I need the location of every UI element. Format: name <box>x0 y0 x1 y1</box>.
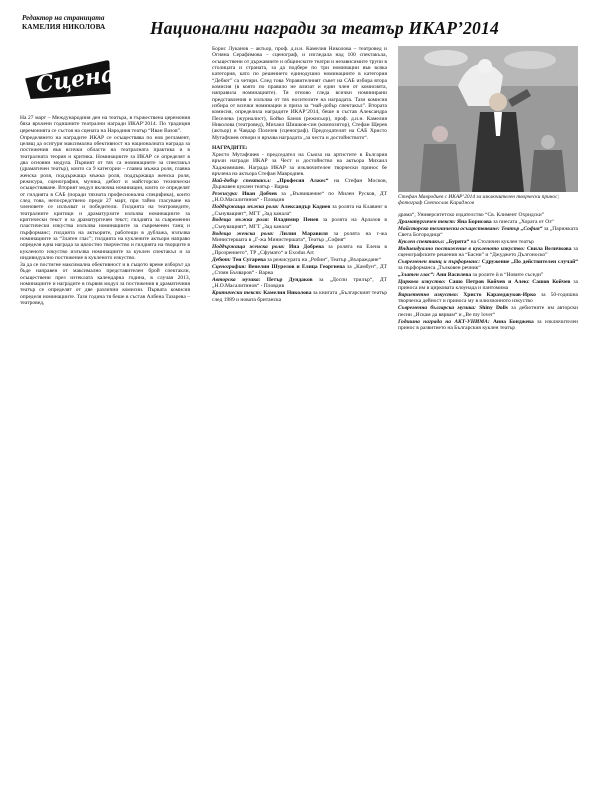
nomination-winner: Теи Сугарева <box>231 257 266 263</box>
nomination-details: за „Парижката Света Богородица“ <box>398 225 578 239</box>
nomination-item <box>398 319 578 332</box>
nominations-heading: НАГРАДИТЕ: <box>212 145 248 152</box>
nomination-details: за режисурата на „Робин“, Театър „Възраждане“ <box>265 257 381 263</box>
nomination-category: Индивидуално постижение в кукленото изкуство: <box>398 245 525 252</box>
nomination-item <box>398 259 578 272</box>
nomination-category: Вариететно изкуство: <box>398 292 459 299</box>
photo-illustration <box>398 46 578 192</box>
stage-logo-icon <box>23 51 117 114</box>
nomination-item <box>212 257 387 263</box>
nomination-details: за ролята на Арлазов в „Сънуващият“, МГТ „Зад канала“ <box>212 217 387 230</box>
nomination-item <box>212 277 387 290</box>
article-paragraph: Определянето на наградите ИКАР се осъществява по нов регламент, целящ да осигури максимална обективност на националната награда за постижения във всички области на театралната практика и в театралната теория и критика. Номинациите за ИКАР се определят в два основни модула. Първият от тях са номинациите за спектакъл (драматичен театър), които са 9 категории – главна мъжка роля, главна женска роля, поддържаща мъжка роля, поддържаща женска роля, режисура, сценография, музика, дебют и майсторско технически осъществяване. Вторият модул включва номинации, които се определят от гилдията в САБ (поради тяхната професионална специфика), които след това, непосредствено преди 27 март, при тайно гласуване на членовете се излъчват и победители. Гилдията на театроведите, театралните критици и драматурзите излъчва номинациите за критически текст и за драматургичен текст; гилдията за съвременни пластически изкуства излъчва номинациите за съвременен танц и пърформанс; гилдията на актьорите, работещи в дублажа, излъчва номинациите за “Златен глас”; гилдията на куклените актьори направо определя една награда за цялостно творчество и гилдията на творците в кукленото изкуство излъчва номинациите за куклен спектакъл и за индивидуално постижение в кукленото изкуство. <box>20 134 190 262</box>
nomination-details: за изключителен принос в развитието на Българския куклен театър <box>398 318 578 331</box>
nomination-winner: Свила Величкова <box>524 245 572 252</box>
page-title: Национални награди за театър ИКАР’2014 <box>150 18 499 38</box>
nomination-winner: Яна Борисова <box>455 218 492 225</box>
nomination-winner: Shiny Dolls <box>475 305 508 312</box>
nomination-item <box>398 246 578 259</box>
nomination-winner: „Бурята“ <box>444 238 470 245</box>
nomination-winner: Сдружение „По действителен случай“ <box>480 258 578 265</box>
nomination-details: за сценографските решения на “Басни” и “Джуджето Дългоноско” <box>398 245 578 259</box>
editor-label: Редактор на страницата <box>22 14 105 22</box>
nomination-category: Годишна награда на АКТ-УНИМА: <box>398 318 490 325</box>
nomination-winner: Сашо Петров Койчев и Алекс Сашов Койчев <box>445 278 571 285</box>
nomination-details: за книгата „Българският театър след 1989 и новата британска <box>212 290 387 303</box>
nominations-intro: Христо Мутафчиев - председател на Съюза на артистите в България връчи награди ИКАР за Чест и достойнство на актьора Михаил Хаджимишев. Награда ИКАР за изключителен творчески принос бе връчена на актьора Стефан Мавродиев. <box>212 152 387 178</box>
photo-caption: Стефан Мавродиев с ИКАР’2014 за изключителен творчески принос; фотограф Светослав Караджов <box>398 194 560 207</box>
nomination-category: Цирково изкуство: <box>398 278 446 285</box>
article-column-2 <box>212 46 387 303</box>
article-column-3 <box>398 212 578 332</box>
nomination-category: Най-добър спектакъл: <box>212 177 272 184</box>
nomination-details: за ролите ѝ в “Новите съседи” <box>471 272 544 279</box>
nomination-winner: „Професия Алжес“ <box>271 177 329 184</box>
nomination-category: Авторска музика: <box>212 277 261 284</box>
nomination-item <box>398 292 578 305</box>
article-column-1 <box>20 115 190 307</box>
nomination-category: Поддържаща женска роля: <box>212 243 285 250</box>
nomination-category: „Златен глас“: <box>398 272 435 279</box>
nomination-details: на Стефан Москов, Държавен куклен театър - Варна <box>212 177 387 191</box>
nomination-item <box>212 244 387 257</box>
nomination-category: Драматургичен текст: <box>398 218 456 225</box>
nominations-list-b <box>398 219 578 331</box>
nomination-details: на Столичен куклен театър <box>469 238 534 245</box>
nomination-item <box>398 219 578 225</box>
nomination-details: за „Доспи трилър“, ДТ „Н.О.Масалитинов“ - Пловдив <box>212 277 388 290</box>
editor-name: КАМЕЛИЯ НИКОЛОВА <box>22 22 106 31</box>
nomination-category: Поддържаща мъжка роля: <box>212 204 279 211</box>
nomination-winner: Иван Добчев <box>237 191 278 198</box>
nomination-item <box>212 191 387 204</box>
nomination-details: за ролята на Клавинг в „Сънуващият“, МГТ „Зад канала“ <box>212 204 387 217</box>
nomination-winner: Ани Василева <box>434 272 472 279</box>
nomination-item <box>212 264 387 277</box>
nomination-item <box>212 217 387 230</box>
nomination-item <box>398 279 578 292</box>
nomination-details: за дебютните им авторски песни „Искам да вярвам“ и „Be my lover“ <box>398 305 579 318</box>
nomination-winner: Лилия Маравиля <box>273 230 328 237</box>
nominations-list-a <box>212 178 387 303</box>
nomination-item <box>398 305 578 318</box>
nomination-details: за ролята на г-жа Министершата в „Г-жа Министершата“, Театър „София“ <box>212 230 387 243</box>
column-3-continuation: драма“, Университетско издателство “Св. Климент Охридски” <box>398 212 545 218</box>
nomination-category: Съвременна българска музика: <box>398 305 476 312</box>
nomination-details: за ролята на Елена в „Прозрението“, ТР „Сфумато“ и Exodus Art <box>212 243 388 257</box>
nomination-item <box>398 272 578 278</box>
article-paragraph: Борис Луканов – актьор, проф. д.и.н. Камелия Николова – театровед и Огняна Серафимова – сценограф, и изгледала над 100 спектакъла, осъществени от държавните и общинските театри и независимите трупи в столицата и страната, за да подбере по три номинации във всяка категория, като по решението единодушно номинациите в категория “Дебют” са четири. След това Управителният съвет на САБ избира втора комисия (в която по правило не влизат и един член от комисията, направила номинациите). Тя отново гледа всички номинирани представления и излъчва от тях носителите на наградата. Тази комисия избира от всички номинации и приза за “най-добър спектакъл”. Втората комисия, определила наградите ИКАР’2014, беше в състав Александра Песелева (журналист), Бойко Банов (режисьор), проф. д.и.н. Камелия Николова (театровед), Михаил Шишков-син (композитор), Стефан Щерев (актьор) и Чавдар Полезев (сценограф). Председателят на САБ Христо Мутафчиев отвори и връчва наградата „за честа и достойнството“. <box>212 46 387 141</box>
page-editor-credit <box>22 14 132 31</box>
nomination-category: Водеща мъжка роля: <box>212 217 270 224</box>
nomination-details: за „Възвишение“ по Милен Русков, ДТ „Н.О.Масалитинов“ - Пловдив <box>212 191 387 204</box>
nomination-category: Дебют: <box>212 257 231 263</box>
nomination-category: Куклен спектакъл: <box>398 238 445 245</box>
nomination-item <box>212 204 387 217</box>
logo-text: Сцена <box>34 61 117 99</box>
nomination-item <box>398 226 578 239</box>
nomination-winner: Анна Бонджева <box>489 318 534 325</box>
nomination-details: за 50-годишна творческа дейност и приноса му в илюзионното изкуство <box>398 292 578 305</box>
nomination-winner: Александър Кадиев <box>278 204 331 211</box>
article-paragraph: На 27 март – Международния ден на театъра, в тържествена церемония бяха връчени годишните театрални награди ИКАР’2014. По традиция церемонията се състоя на сцената на Народния театър “Иван Вазов”. <box>20 115 190 134</box>
nomination-category: Водеща женска роля: <box>212 230 274 237</box>
nomination-winner: Владимир Пенев <box>269 217 319 224</box>
nomination-item <box>398 239 578 245</box>
nomination-category: Съвременен танц и пърформанс: <box>398 258 481 265</box>
nomination-winner: Камелия Николова <box>261 290 312 297</box>
nomination-item <box>212 178 387 191</box>
nomination-item <box>212 231 387 244</box>
nomination-category: Режисура: <box>212 191 238 198</box>
article-paragraph: За да се постигне максимална обективност и в същото време изборът да бъде направен от максимално представителен брой спектакли, осъществени през изтеклата календарна година, в случая 2013, номинациите и наградите в първия модул за постижения в драматичния театър се определят от две различни комисии. Първата комисия определя номинациите. Тази година тя беше в състав Албена Тазарева – театровед, <box>20 261 190 306</box>
nomination-details: за приноса им в цирковата клоунада и пантомима <box>398 278 578 292</box>
nomination-category: Критически текст: <box>212 290 262 297</box>
award-photo-icon <box>398 46 578 192</box>
nomination-category: Майсторско технически осъществяване: Театър „София“ <box>398 225 543 232</box>
nomination-details: за пърформанса „Тълковен речник“ <box>398 265 481 272</box>
nomination-winner: Венелин Шурелов и Елица Георгиева <box>246 263 345 270</box>
nomination-details: за пиесата „Хората от Оз“ <box>491 218 554 225</box>
nomination-winner: Петър Дундаков <box>260 277 313 284</box>
nomination-winner: Ина Добрева <box>284 243 324 250</box>
nomination-category: Сценография: <box>212 263 247 270</box>
nomination-item <box>212 290 387 303</box>
nomination-details: за „Камбун“, ДТ „Стоян Бъчваров“ - Варна <box>212 263 387 277</box>
nomination-winner: Христо Карамджуков-Ирко <box>458 292 536 299</box>
column-2-text <box>212 46 387 141</box>
